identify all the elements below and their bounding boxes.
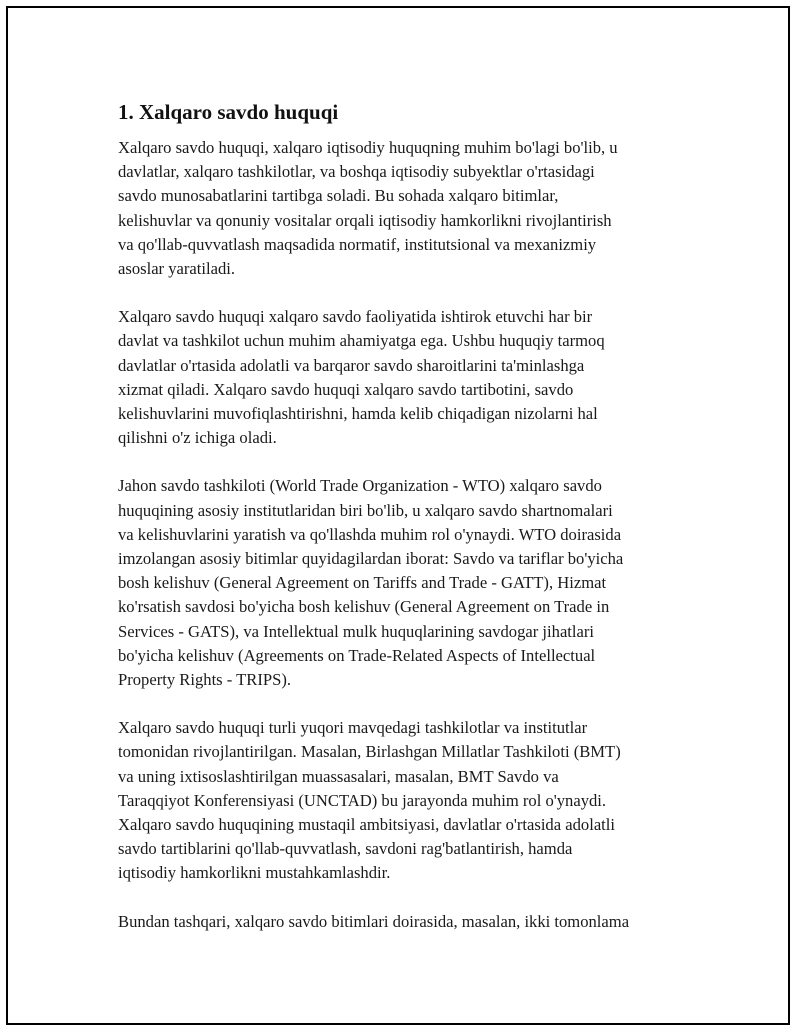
- text-line: imzolangan asosiy bitimlar quyidagilardan iborat: Savdo va tariflar bo'yicha: [118, 549, 624, 569]
- text-line: savdo tartiblarini qo'llab-quvvatlash, savdoni rag'batlantirish, hamda: [118, 839, 573, 859]
- text-line: Jahon savdo tashkiloti (World Trade Organization - WTO) xalqaro savdo: [118, 476, 602, 496]
- text-line: Xalqaro savdo huquqi, xalqaro iqtisodiy huquqning muhim bo'lagi bo'lib, u: [118, 138, 618, 157]
- document-page: [6, 6, 790, 1025]
- document-content: [118, 98, 698, 958]
- text-line: va uning ixtisoslashtirilgan muassasalari, masalan, BMT Savdo va: [118, 766, 559, 786]
- text-line: Xalqaro savdo huquqi xalqaro savdo faoliyatida ishtirok etuvchi har bir: [118, 307, 593, 327]
- paragraph-1: [118, 136, 698, 281]
- text-line: huquqining asosiy institutlaridan biri bo'lib, u xalqaro savdo shartnomalari: [118, 500, 613, 520]
- text-line: davlatlar, xalqaro tashkilotlar, va boshqa iqtisodiy subyektlar o'rtasidagi: [118, 162, 595, 182]
- text-line: Xalqaro savdo huquqining mustaqil ambitsiyasi, davlatlar o'rtasida adolatli: [118, 815, 616, 835]
- text-line: bo'yicha kelishuv (Agreements on Trade-Related Aspects of Intellectual: [118, 645, 596, 665]
- text-line: kelishuvlarini muvofiqlashtirishni, hamda kelib chiqadigan nizolarni hal: [118, 404, 598, 424]
- paragraph-3: [118, 474, 698, 692]
- text-line: ko'rsatish savdosi bo'yicha bosh kelishuv (General Agreement on Trade in: [118, 597, 610, 617]
- text-line: kelishuvlar va qonuniy vositalar orqali iqtisodiy hamkorlikni rivojlantirish: [118, 210, 612, 230]
- section-heading: 1. Xalqaro savdo huquqi: [118, 100, 339, 124]
- text-line: davlatlar o'rtasida adolatli va barqaror savdo sharoitlarini ta'minlashga: [118, 355, 585, 375]
- text-line: asoslar yaratiladi.: [118, 259, 236, 279]
- text-line: davlat va tashkilot uchun muhim ahamiyatga ega. Ushbu huquqiy tarmoq: [118, 331, 605, 351]
- text-line: va qo'llab-quvvatlash maqsadida normatif, institutsional va mexanizmiy: [118, 234, 597, 254]
- text-line: va kelishuvlarini yaratish va qo'llashda muhim rol o'ynaydi. WTO doirasida: [118, 524, 622, 544]
- text-line: savdo munosabatlarini tartibga soladi. Bu sohada xalqaro bitimlar,: [118, 186, 559, 206]
- text-line: Services - GATS), va Intellektual mulk huquqlarining savdogar jihatlari: [118, 621, 595, 641]
- text-line: iqtisodiy hamkorlikni mustahkamlashdir.: [118, 863, 391, 883]
- text-line: Taraqqiyot Konferensiyasi (UNCTAD) bu jarayonda muhim rol o'ynaydi.: [118, 790, 607, 810]
- text-line: Property Rights - TRIPS).: [118, 670, 292, 690]
- text-line: Xalqaro savdo huquqi turli yuqori mavqedagi tashkilotlar va institutlar: [118, 718, 588, 738]
- text-line: Bundan tashqari, xalqaro savdo bitimlari doirasida, masalan, ikki tomonlama: [118, 911, 630, 931]
- text-line: bosh kelishuv (General Agreement on Tariffs and Trade - GATT), Hizmat: [118, 573, 607, 593]
- text-line: xizmat qiladi. Xalqaro savdo huquqi xalqaro savdo tartibotini, savdo: [118, 379, 574, 399]
- text-line: tomonidan rivojlantirilgan. Masalan, Birlashgan Millatlar Tashkiloti (BMT): [118, 742, 621, 762]
- paragraph-4: [118, 716, 698, 885]
- paragraph-2: [118, 305, 698, 450]
- text-line: qilishni o'z ichiga oladi.: [118, 428, 277, 448]
- paragraph-5: [118, 910, 698, 934]
